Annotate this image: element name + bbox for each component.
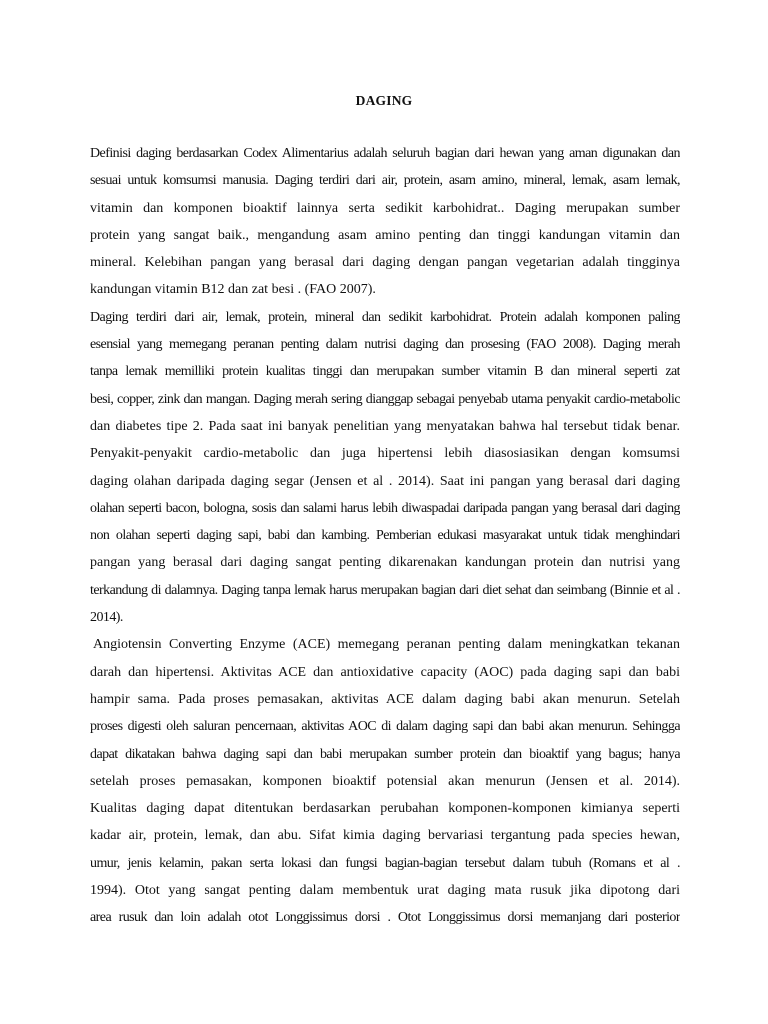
text-line: sesuai untuk komsumsi manusia. Daging terdiri dari air, protein, asam amino, mineral, lemak, asam lemak, bbox=[90, 173, 680, 189]
text-line: area rusuk dan loin adalah otot Longgissimus dorsi . Otot Longgissimus dorsi memanjang dari posterior bbox=[90, 910, 680, 926]
text-line: daging olahan daripada daging segar (Jensen et al . 2014). Saat ini pangan yang berasal dari daging bbox=[90, 473, 680, 489]
text-line: setelah proses pemasakan, komponen bioaktif potensial akan menurun (Jensen et al. 2014). bbox=[90, 773, 680, 789]
text-line: pangan yang berasal dari daging sangat penting dikarenakan kandungan protein dan nutrisi yang bbox=[90, 555, 680, 571]
text-line: besi, copper, zink dan mangan. Daging merah sering dianggap sebagai penyebab utama penyakit cardio-metabolic bbox=[90, 391, 680, 407]
text-line: kandungan vitamin B12 dan zat besi . (FAO 2007). bbox=[90, 282, 376, 298]
text-line: olahan seperti bacon, bologna, sosis dan salami harus lebih diwaspadai daripada pangan yang berasal dari daging bbox=[90, 500, 680, 516]
text-line: tanpa lemak memilliki protein kualitas tinggi dan merupakan sumber vitamin B dan mineral seperti zat bbox=[90, 364, 680, 380]
text-line: hampir sama. Pada proses pemasakan, aktivitas ACE dalam daging babi akan menurun. Setelah bbox=[90, 691, 680, 707]
text-line: Angiotensin Converting Enzyme (ACE) memegang peranan penting dalam meningkatkan tekanan bbox=[93, 637, 680, 653]
text-line: Penyakit-penyakit cardio-metabolic dan juga hipertensi lebih diasosiasikan dengan komsumsi bbox=[90, 446, 680, 462]
text-line: non olahan seperti daging sapi, babi dan kambing. Pemberian edukasi masyarakat untuk tidak menghindari bbox=[90, 528, 680, 544]
text-line: 1994). Otot yang sangat penting dalam membentuk urat daging mata rusuk jika dipotong dari bbox=[90, 883, 680, 899]
text-line: terkandung di dalamnya. Daging tanpa lemak harus merupakan bagian dari diet sehat dan seimbang (Binnie et al . bbox=[90, 582, 680, 598]
text-line: Definisi daging berdasarkan Codex Alimentarius adalah seluruh bagian dari hewan yang aman digunakan dan bbox=[90, 146, 680, 161]
document-body bbox=[90, 140, 680, 932]
text-line: kadar air, protein, lemak, dan abu. Sifat kimia daging bervariasi tergantung pada species hewan, bbox=[90, 828, 680, 844]
text-line: Kualitas daging dapat ditentukan berdasarkan perubahan komponen-komponen kimianya seperti bbox=[90, 801, 680, 817]
text-line: proses digesti oleh saluran pencernaan, aktivitas AOC di dalam daging sapi dan babi akan menurun. Sehingga bbox=[90, 719, 680, 735]
text-line: darah dan hipertensi. Aktivitas ACE dan antioxidative capacity (AOC) pada daging sapi dan babi bbox=[90, 664, 680, 680]
text-line: dapat dikatakan bahwa daging sapi dan babi merupakan sumber protein dan bioaktif yang bagus; hanya bbox=[90, 746, 680, 762]
text-line: dan diabetes tipe 2. Pada saat ini banyak penelitian yang menyatakan bahwa hal tersebut tidak benar. bbox=[90, 418, 680, 434]
text-line: mineral. Kelebihan pangan yang berasal dari daging dengan pangan vegetarian adalah tingginya bbox=[90, 255, 680, 271]
text-line: Daging terdiri dari air, lemak, protein, mineral dan sedikit karbohidrat. Protein adalah komponen paling bbox=[90, 309, 680, 325]
text-line: 2014). bbox=[90, 610, 123, 626]
document-title: DAGING bbox=[355, 93, 413, 108]
text-line: vitamin dan komponen bioaktif lainnya serta sedikit karbohidrat.. Daging merupakan sumber bbox=[90, 200, 680, 216]
text-line: umur, jenis kelamin, pakan serta lokasi dan fungsi bagian-bagian tersebut dalam tubuh (Romans et al . bbox=[90, 855, 680, 871]
text-line: protein yang sangat baik., mengandung asam amino penting dan tinggi kandungan vitamin dan bbox=[90, 227, 680, 243]
text-line: esensial yang memegang peranan penting dalam nutrisi daging dan prosesing (FAO 2008). Daging merah bbox=[90, 337, 680, 353]
